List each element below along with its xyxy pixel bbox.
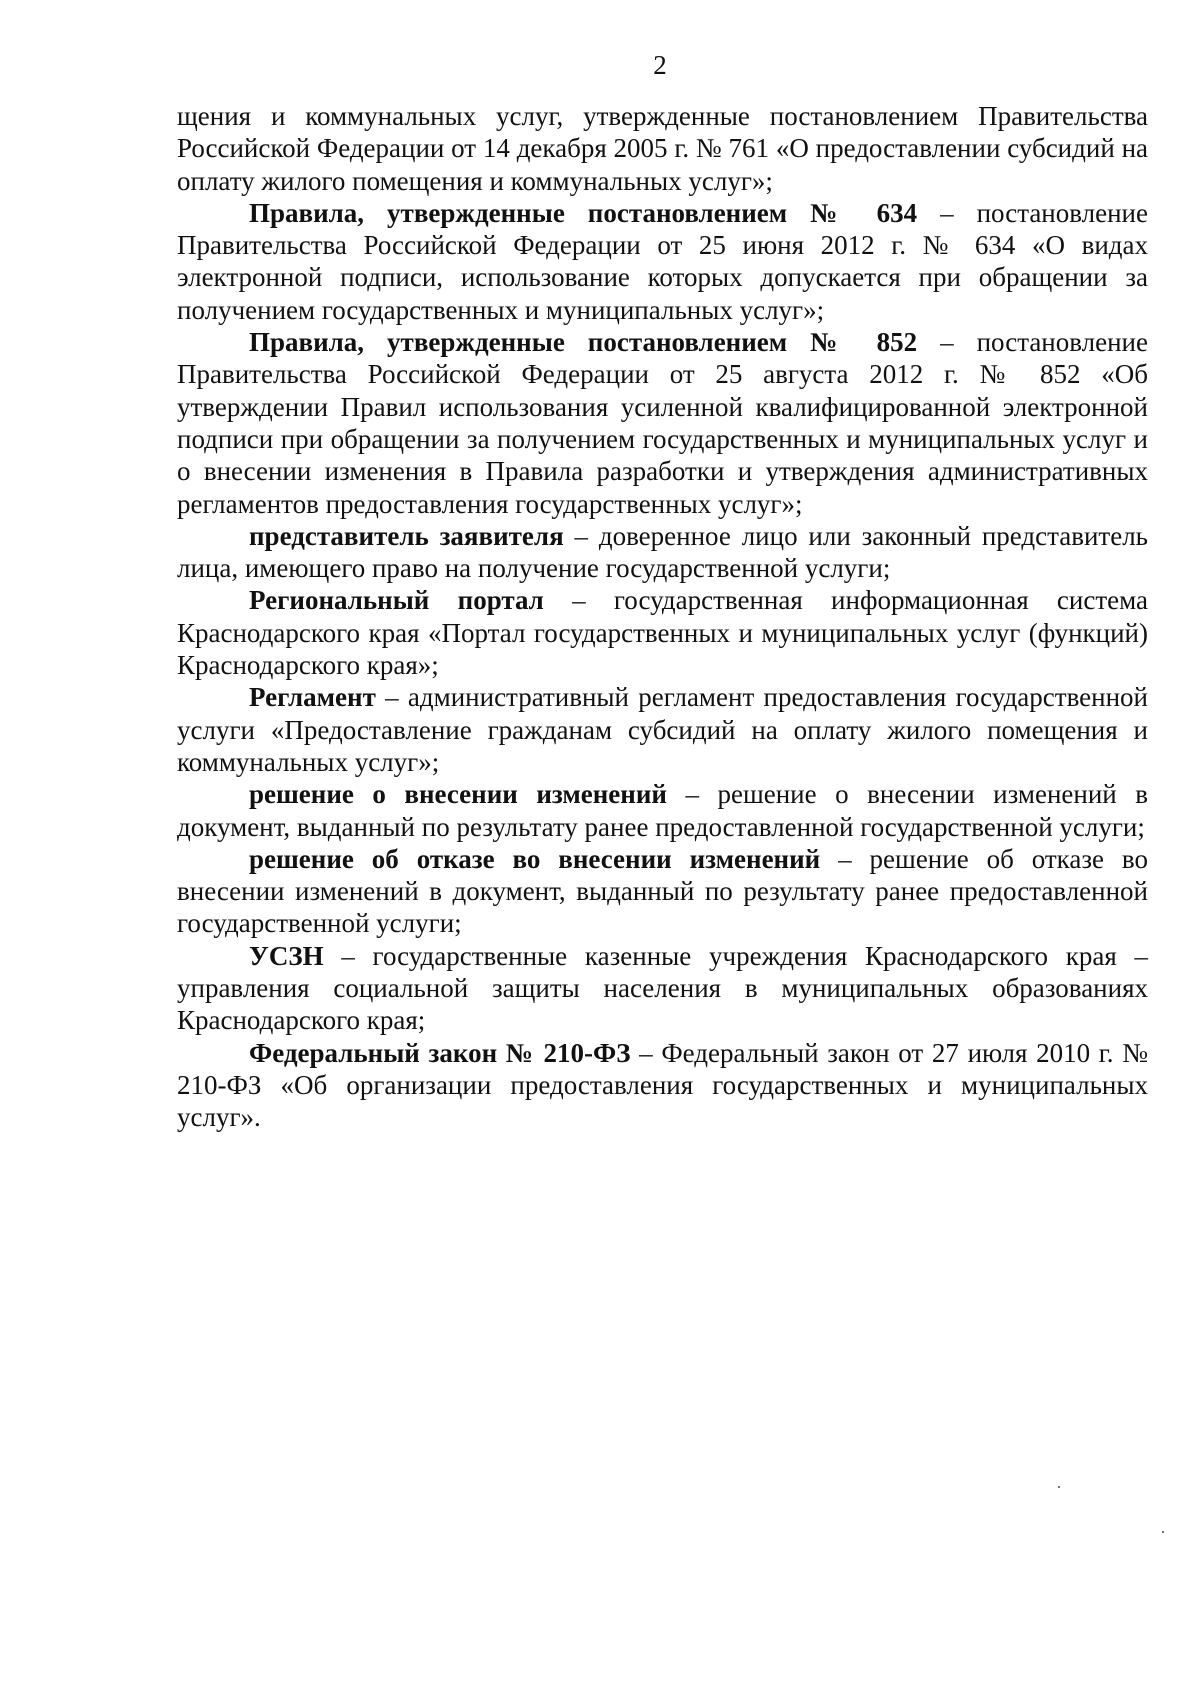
definition-text: – решение об отказе во внесении изменений в документ, выданный по результату ранее предоставленной государственной услуги; [177, 843, 1148, 939]
definition-paragraph-regional-portal [177, 584, 1148, 681]
paragraph-text: щения и коммунальных услуг, утвержденные постановлением Правительства Российской Федерации от 14 декабря 2005 г. № 761 «О предоставлении субсидий на оплату жилого помещения и коммунальных услуг»; [177, 101, 1148, 196]
definition-paragraph-uszn [177, 940, 1148, 1037]
definition-text: – государственные казенные учреждения Краснодарского края – управления социальной защиты населения в муниципальных образованиях Краснодарского края; [177, 940, 1148, 1036]
definition-text: – Федеральный закон от 27 июля 2010 г. № 210-ФЗ «Об организации предоставления государственных и муниципальных услуг». [177, 1037, 1148, 1133]
definition-paragraph-regulation [177, 681, 1148, 778]
definition-term: УСЗН [249, 940, 324, 971]
definition-term: решение о внесении изменений [249, 779, 667, 810]
definition-term: решение об отказе во внесении изменений [249, 843, 821, 874]
definition-text: – административный регламент предоставления государственной услуги «Предоставление гражданам субсидий на оплату жилого помещения и коммунальных услуг»; [177, 682, 1148, 777]
scan-speck [1058, 1486, 1060, 1488]
definition-text: – доверенное лицо или законный представитель лица, имеющего право на получение государственной услуги; [177, 520, 1148, 584]
definition-text: – государственная информационная система Краснодарского края «Портал государственных и муниципальных услуг (функций) Краснодарского края»; [177, 585, 1148, 681]
page-number: 2 [653, 50, 667, 80]
definition-term: Региональный портал [249, 585, 544, 616]
definition-paragraph-rules-852 [177, 326, 1148, 520]
definition-text: – решение о внесении изменений в документ, выданный по результату ранее предоставленной государственной услуги; [177, 779, 1148, 842]
definition-term: представитель заявителя [249, 520, 564, 551]
definition-term: Федеральный закон № 210-ФЗ [249, 1037, 631, 1068]
definition-term: Правила, утвержденные постановлением № 634 [249, 197, 918, 228]
definition-term: Регламент [249, 682, 376, 713]
definition-term: Правила, утвержденные постановлением № 852 [249, 327, 918, 358]
definition-paragraph-federal-law-210 [177, 1037, 1148, 1134]
definition-paragraph-rules-634 [177, 197, 1148, 326]
document-body [177, 100, 1148, 1134]
definition-paragraph-change-decision [177, 778, 1148, 843]
scan-speck [1162, 1531, 1164, 1533]
definition-paragraph-refusal-decision [177, 843, 1148, 940]
definition-paragraph-applicant-representative [177, 520, 1148, 585]
definition-text: – постановление Правительства Российской Федерации от 25 июня 2012 г. № 634 «О видах электронной подписи, использование которых допускается при обращении за получением государственных и муниципальных услуг»; [177, 197, 1148, 325]
paragraph-continuation [177, 100, 1148, 197]
definition-text: – постановление Правительства Российской Федерации от 25 августа 2012 г. № 852 «Об утверждении Правил использования усиленной квалифицированной электронной подписи при обращении за получением государственных и муниципальных услуг и о внесении изменения в Правила разработки и утверждения административных регламентов предоставления государственных услуг»; [177, 327, 1148, 519]
